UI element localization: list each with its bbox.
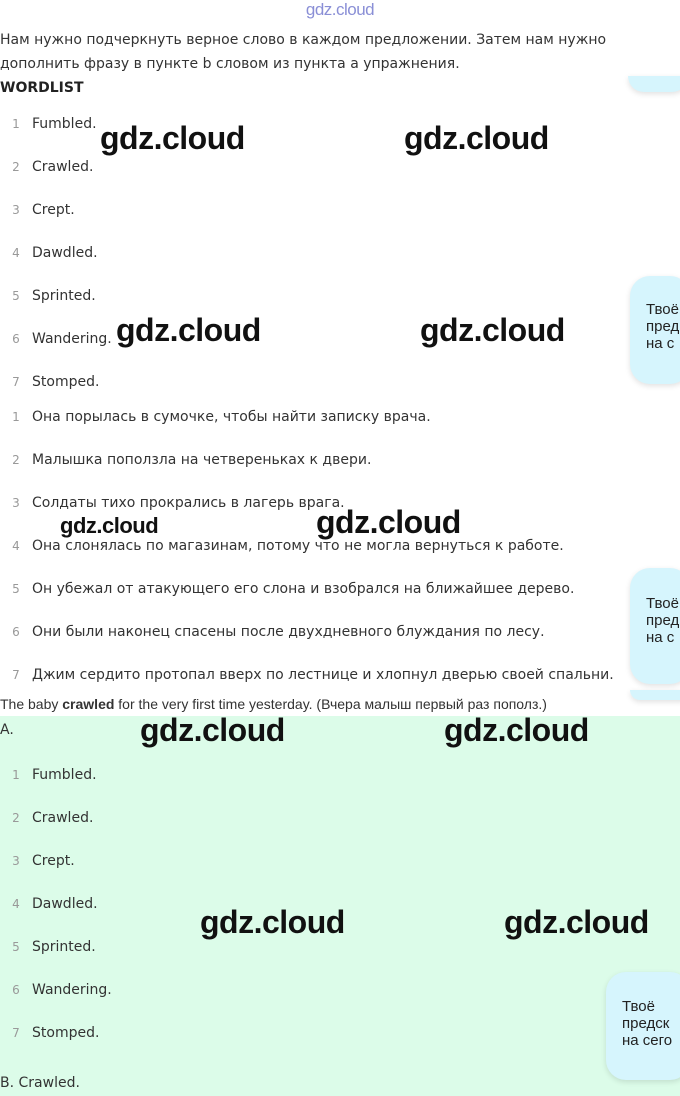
list-item bbox=[0, 624, 545, 640]
watermark: gdz.cloud bbox=[404, 120, 549, 156]
item-text: Они были наконец спасены после двухдневного блуждания по лесу. bbox=[32, 624, 545, 640]
list-item bbox=[0, 288, 96, 304]
promo-text: на с bbox=[646, 629, 675, 646]
list-item bbox=[0, 409, 431, 425]
promo-text: Твоё bbox=[646, 595, 679, 612]
promo-text: предск bbox=[622, 1015, 670, 1032]
item-number: 3 bbox=[12, 496, 20, 510]
item-text: Sprinted. bbox=[32, 939, 96, 955]
watermark: gdz.cloud bbox=[420, 312, 565, 348]
answer-b-label: B. Crawled. bbox=[0, 1075, 80, 1091]
item-number: 6 bbox=[12, 983, 20, 997]
task-description-line: дополнить фразу в пункте b словом из пункта а упражнения. bbox=[0, 56, 460, 72]
example-text: for the very first time yesterday. (Вчера малыш первый раз пополз.) bbox=[114, 696, 547, 712]
item-text: Crawled. bbox=[32, 810, 94, 826]
promo-banner[interactable] bbox=[630, 276, 680, 384]
item-number: 6 bbox=[12, 332, 20, 346]
watermark: gdz.cloud bbox=[444, 712, 589, 748]
item-text: Он убежал от атакующего его слона и взобрался на ближайшее дерево. bbox=[32, 581, 575, 597]
watermark: gdz.cloud bbox=[100, 120, 245, 156]
promo-text: на сего bbox=[622, 1032, 673, 1049]
task-description-line: Нам нужно подчеркнуть верное слово в каждом предложении. Затем нам нужно bbox=[0, 32, 607, 48]
item-number: 4 bbox=[12, 897, 20, 911]
promo-banner-edge[interactable] bbox=[628, 76, 680, 92]
example-sentence bbox=[0, 696, 547, 712]
item-number: 4 bbox=[12, 539, 20, 553]
watermark: gdz.cloud bbox=[116, 312, 261, 348]
list-item bbox=[0, 159, 93, 175]
list-item bbox=[0, 939, 96, 955]
example-keyword: crawled bbox=[62, 696, 115, 712]
list-item bbox=[0, 538, 564, 554]
promo-banner-edge[interactable] bbox=[630, 690, 680, 700]
list-item bbox=[0, 116, 97, 132]
list-item bbox=[0, 452, 371, 468]
item-number: 5 bbox=[12, 940, 20, 954]
watermark: gdz.cloud bbox=[316, 504, 461, 540]
item-number: 2 bbox=[12, 811, 20, 825]
watermark: gdz.cloud bbox=[60, 513, 159, 538]
item-number: 1 bbox=[12, 410, 20, 424]
list-item bbox=[0, 202, 75, 218]
list-item bbox=[0, 495, 345, 511]
promo-text: на с bbox=[646, 335, 675, 352]
list-item bbox=[0, 581, 574, 597]
promo-text: пред bbox=[646, 318, 680, 335]
item-number: 3 bbox=[12, 203, 20, 217]
item-number: 3 bbox=[12, 854, 20, 868]
watermark: gdz.cloud bbox=[200, 904, 345, 940]
item-text: Wandering. bbox=[32, 331, 112, 347]
item-number: 6 bbox=[12, 625, 20, 639]
item-text: Wandering. bbox=[32, 982, 112, 998]
item-text: Stomped. bbox=[32, 1025, 100, 1041]
watermark: gdz.cloud bbox=[140, 712, 285, 748]
wordlist-heading: WORDLIST bbox=[0, 80, 84, 96]
list-item bbox=[0, 374, 99, 390]
promo-banner[interactable] bbox=[630, 568, 680, 684]
list-item bbox=[0, 245, 98, 261]
item-text: Fumbled. bbox=[32, 116, 97, 132]
item-text: Sprinted. bbox=[32, 288, 96, 304]
item-number: 2 bbox=[12, 160, 20, 174]
item-number: 7 bbox=[12, 1026, 20, 1040]
list-item bbox=[0, 331, 112, 347]
item-text: Малышка поползла на четвереньках к двери. bbox=[32, 452, 372, 468]
list-item bbox=[0, 853, 75, 869]
item-number: 1 bbox=[12, 768, 20, 782]
task-description bbox=[0, 28, 640, 76]
item-text: Dawdled. bbox=[32, 896, 98, 912]
item-number: 7 bbox=[12, 668, 20, 682]
promo-text: Твоё bbox=[646, 301, 679, 318]
list-item bbox=[0, 896, 98, 912]
item-number: 5 bbox=[12, 582, 20, 596]
answer-a-label: A. bbox=[0, 722, 14, 738]
item-text: Она порылась в сумочке, чтобы найти записку врача. bbox=[32, 409, 431, 425]
site-logo[interactable]: gdz.cloud bbox=[305, 0, 375, 19]
item-number: 7 bbox=[12, 375, 20, 389]
item-text: Crept. bbox=[32, 853, 75, 869]
item-text: Stomped. bbox=[32, 374, 100, 390]
promo-text: пред bbox=[646, 612, 680, 629]
list-item bbox=[0, 982, 112, 998]
item-number: 4 bbox=[12, 246, 20, 260]
list-item bbox=[0, 810, 93, 826]
example-text: The baby bbox=[0, 696, 63, 712]
list-item bbox=[0, 767, 97, 783]
list-item bbox=[0, 1025, 99, 1041]
watermark: gdz.cloud bbox=[504, 904, 649, 940]
item-text: Crept. bbox=[32, 202, 75, 218]
item-text: Dawdled. bbox=[32, 245, 98, 261]
item-number: 2 bbox=[12, 453, 20, 467]
item-text: Crawled. bbox=[32, 159, 94, 175]
item-text: Джим сердито протопал вверх по лестнице и хлопнул дверью своей спальни. bbox=[32, 667, 614, 683]
item-number: 5 bbox=[12, 289, 20, 303]
item-number: 1 bbox=[12, 117, 20, 131]
item-text: Солдаты тихо прокрались в лагерь врага. bbox=[32, 495, 345, 511]
item-text: Она слонялась по магазинам, потому что не могла вернуться к работе. bbox=[32, 538, 564, 554]
item-text: Fumbled. bbox=[32, 767, 97, 783]
list-item bbox=[0, 667, 614, 683]
promo-banner[interactable] bbox=[606, 972, 680, 1080]
promo-text: Твоё bbox=[622, 998, 655, 1015]
